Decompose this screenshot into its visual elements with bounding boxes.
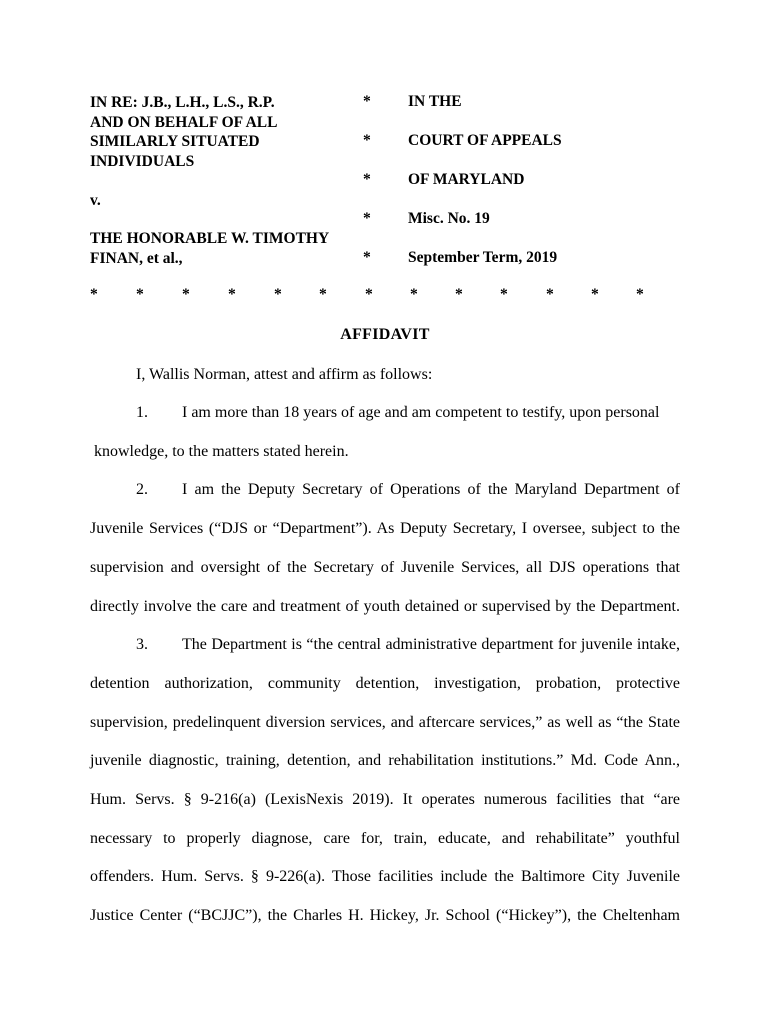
paragraph-line: The Department is “the central administrative department for juvenile intake, [182, 636, 680, 653]
divider-star: * [546, 286, 554, 303]
paragraph-line: supervision and oversight of the Secretary of Juvenile Services, all DJS operations that [90, 559, 680, 576]
caption-party-line: IN RE: J.B., L.H., L.S., R.P. [90, 94, 275, 111]
paragraph-line: I am more than 18 years of age and am competent to testify, upon personal [182, 404, 660, 421]
divider-star: * [319, 286, 327, 303]
paragraph-line: I am the Deputy Secretary of Operations of the Maryland Department of [182, 481, 680, 498]
divider-star: * [274, 286, 282, 303]
caption-divider [90, 286, 650, 306]
caption-respondent-line: THE HONORABLE W. TIMOTHY [90, 230, 330, 247]
divider-star: * [455, 286, 463, 303]
divider-star: * [410, 286, 418, 303]
caption-court-line: OF MARYLAND [408, 171, 525, 188]
caption-party-line: INDIVIDUALS [90, 152, 195, 170]
divider-star: * [136, 286, 144, 303]
paragraph-line: Justice Center (“BCJJC”), the Charles H. Hickey, Jr. School (“Hickey”), the Cheltenham [90, 907, 680, 924]
paragraph-line: directly involve the care and treatment of youth detained or supervised by the Department. [90, 598, 680, 615]
paragraph-line: knowledge, to the matters stated herein. [94, 443, 349, 460]
caption-parties [90, 93, 360, 267]
caption-court-line: COURT OF APPEALS [408, 132, 562, 149]
paragraph-line: Juvenile Services (“DJS or “Department”). As Deputy Secretary, I oversee, subject to the [90, 520, 680, 537]
divider-star: * [500, 286, 508, 303]
divider-star: * [636, 286, 644, 303]
paragraph-line: offenders. Hum. Servs. § 9-226(a). Those facilities include the Baltimore City Juvenile [90, 868, 680, 885]
caption-versus: v. [90, 192, 101, 209]
document-title: AFFIDAVIT [340, 326, 430, 343]
divider-star: * [90, 286, 98, 303]
divider-star: * [228, 286, 236, 303]
caption-star: * [363, 132, 371, 149]
paragraph-line: supervision, predelinquent diversion services, and aftercare services,” as well as “the State [90, 714, 680, 731]
caption-star: * [363, 93, 371, 110]
caption-respondent [90, 229, 329, 268]
intro-statement: I, Wallis Norman, attest and affirm as follows: [136, 366, 433, 383]
caption-respondent-line: FINAN, et al., [90, 249, 183, 267]
caption-star: * [363, 171, 371, 188]
caption-star: * [363, 210, 371, 227]
paragraph-number: 3. [136, 636, 148, 653]
divider-star: * [182, 286, 190, 303]
caption-star: * [363, 249, 371, 266]
paragraph-line: juvenile diagnostic, training, detention, and rehabilitation institutions.” Md. Code Ann., [90, 752, 680, 769]
paragraph-number: 2. [136, 481, 148, 498]
caption-court-line: IN THE [408, 93, 462, 110]
divider-star: * [365, 286, 373, 303]
paragraph-line: detention authorization, community detention, investigation, probation, protective [90, 675, 680, 692]
paragraph-line: necessary to properly diagnose, care for, train, educate, and rehabilitate” youthful [90, 830, 680, 847]
caption-case-number: Misc. No. 19 [408, 210, 490, 227]
caption-party-line: SIMILARLY SITUATED [90, 133, 260, 150]
paragraph-number: 1. [136, 404, 148, 421]
caption-party-line: AND ON BEHALF OF ALL [90, 113, 278, 131]
caption-term: September Term, 2019 [408, 249, 558, 266]
paragraph-line: Hum. Servs. § 9-216(a) (LexisNexis 2019). It operates numerous facilities that “are [90, 791, 680, 808]
divider-star: * [591, 286, 599, 303]
